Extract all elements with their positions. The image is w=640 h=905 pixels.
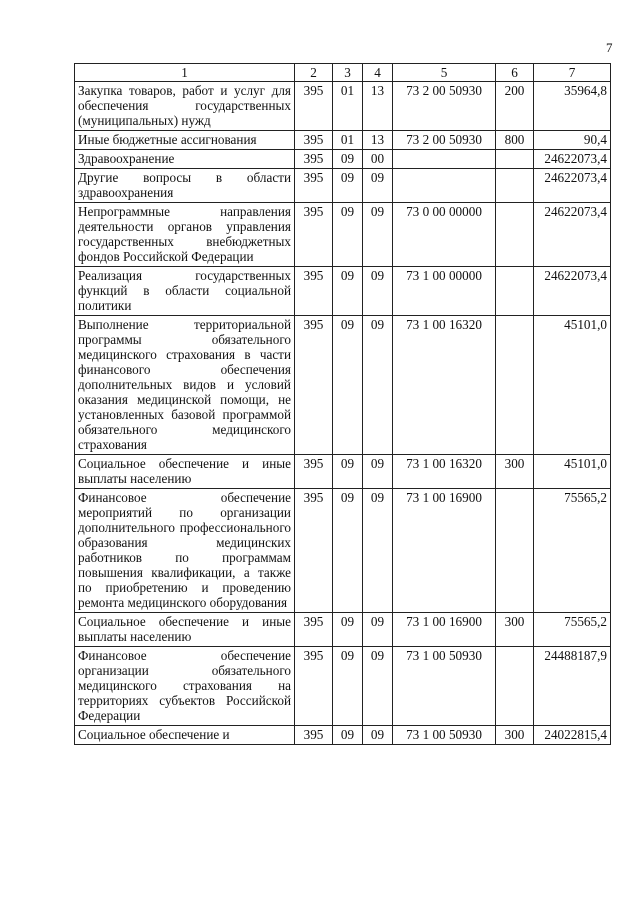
- row-col3: 01: [333, 131, 363, 150]
- row-name: Социальное обеспечение и иные выплаты населению: [75, 455, 295, 489]
- row-col7: 75565,2: [534, 489, 611, 613]
- row-col2: 395: [295, 726, 333, 745]
- row-col7: 45101,0: [534, 316, 611, 455]
- table-row: [75, 169, 611, 203]
- row-col5: 73 1 00 16320: [393, 316, 496, 455]
- row-col6: 200: [496, 82, 534, 131]
- row-col6: 300: [496, 613, 534, 647]
- row-col4: 09: [363, 316, 393, 455]
- row-col4: 00: [363, 150, 393, 169]
- row-col4: 09: [363, 489, 393, 613]
- row-col2: 395: [295, 82, 333, 131]
- row-name: Другие вопросы в области здравоохранения: [75, 169, 295, 203]
- row-col7: 90,4: [534, 131, 611, 150]
- table-row: [75, 267, 611, 316]
- table-row: [75, 647, 611, 726]
- row-col7: 24622073,4: [534, 150, 611, 169]
- row-col4: 09: [363, 203, 393, 267]
- row-col6: [496, 647, 534, 726]
- row-col2: 395: [295, 150, 333, 169]
- row-name: Социальное обеспечение и иные выплаты населению: [75, 613, 295, 647]
- row-col5: 73 1 00 16320: [393, 455, 496, 489]
- row-name: Реализация государственных функций в области социальной политики: [75, 267, 295, 316]
- table-row: [75, 455, 611, 489]
- table-row: [75, 150, 611, 169]
- row-col7: 45101,0: [534, 455, 611, 489]
- row-col3: 01: [333, 82, 363, 131]
- row-name: Закупка товаров, работ и услуг для обеспечения государственных (муниципальных) нужд: [75, 82, 295, 131]
- header-cell-5: 5: [393, 64, 496, 82]
- row-col2: 395: [295, 613, 333, 647]
- header-row: [75, 64, 611, 82]
- header-cell-7: 7: [534, 64, 611, 82]
- row-col3: 09: [333, 150, 363, 169]
- row-col6: [496, 267, 534, 316]
- budget-table: [74, 63, 611, 745]
- row-name: Финансовое обеспечение организации обязательного медицинского страхования на территориях субъектов Российской Федерации: [75, 647, 295, 726]
- row-col7: 24622073,4: [534, 203, 611, 267]
- row-name: Здравоохранение: [75, 150, 295, 169]
- row-col3: 09: [333, 316, 363, 455]
- row-col2: 395: [295, 267, 333, 316]
- row-name: Социальное обеспечение и: [75, 726, 295, 745]
- row-col4: 13: [363, 82, 393, 131]
- row-col7: 75565,2: [534, 613, 611, 647]
- row-col5: 73 2 00 50930: [393, 82, 496, 131]
- row-name: Иные бюджетные ассигнования: [75, 131, 295, 150]
- row-col4: 09: [363, 726, 393, 745]
- row-col3: 09: [333, 267, 363, 316]
- row-col4: 09: [363, 169, 393, 203]
- header-cell-3: 3: [333, 64, 363, 82]
- row-col7: 24022815,4: [534, 726, 611, 745]
- row-col7: 24488187,9: [534, 647, 611, 726]
- row-col2: 395: [295, 169, 333, 203]
- row-col6: 300: [496, 726, 534, 745]
- row-col2: 395: [295, 455, 333, 489]
- table-row: [75, 131, 611, 150]
- row-col2: 395: [295, 203, 333, 267]
- table-row: [75, 726, 611, 745]
- header-cell-4: 4: [363, 64, 393, 82]
- row-col2: 395: [295, 316, 333, 455]
- row-col5: 73 2 00 50930: [393, 131, 496, 150]
- header-cell-2: 2: [295, 64, 333, 82]
- row-col3: 09: [333, 489, 363, 613]
- row-col3: 09: [333, 203, 363, 267]
- row-col5: 73 1 00 00000: [393, 267, 496, 316]
- row-col6: [496, 316, 534, 455]
- row-col6: [496, 169, 534, 203]
- row-col4: 13: [363, 131, 393, 150]
- row-name: Непрограммные направления деятельности органов управления государственных внебюджетных фондов Российской Федерации: [75, 203, 295, 267]
- row-col3: 09: [333, 647, 363, 726]
- row-col3: 09: [333, 455, 363, 489]
- row-col4: 09: [363, 647, 393, 726]
- row-col4: 09: [363, 613, 393, 647]
- row-col3: 09: [333, 613, 363, 647]
- row-col6: [496, 203, 534, 267]
- row-col7: 35964,8: [534, 82, 611, 131]
- row-col3: 09: [333, 169, 363, 203]
- row-col6: [496, 489, 534, 613]
- row-col5: [393, 150, 496, 169]
- table-row: [75, 316, 611, 455]
- row-col5: 73 1 00 50930: [393, 647, 496, 726]
- row-col5: 73 1 00 16900: [393, 613, 496, 647]
- row-col6: 800: [496, 131, 534, 150]
- row-name: Финансовое обеспечение мероприятий по организации дополнительного профессионального образования медицинских работников по программам повышения квалификации, а также по приобретению и проведению ремонта медицинского оборудования: [75, 489, 295, 613]
- header-cell-1: 1: [75, 64, 295, 82]
- row-col7: 24622073,4: [534, 267, 611, 316]
- row-col2: 395: [295, 131, 333, 150]
- row-col2: 395: [295, 647, 333, 726]
- table-row: [75, 613, 611, 647]
- row-col6: 300: [496, 455, 534, 489]
- row-col2: 395: [295, 489, 333, 613]
- row-col5: 73 0 00 00000: [393, 203, 496, 267]
- row-col5: [393, 169, 496, 203]
- table-row: [75, 82, 611, 131]
- row-col4: 09: [363, 455, 393, 489]
- row-col3: 09: [333, 726, 363, 745]
- row-name: Выполнение территориальной программы обязательного медицинского страхования в части финансового обеспечения дополнительных видов и условий оказания медицинской помощи, не установленных базовой программой обязательного медицинского страхования: [75, 316, 295, 455]
- header-cell-6: 6: [496, 64, 534, 82]
- row-col4: 09: [363, 267, 393, 316]
- row-col5: 73 1 00 16900: [393, 489, 496, 613]
- row-col5: 73 1 00 50930: [393, 726, 496, 745]
- page-number: 7: [606, 40, 613, 55]
- row-col6: [496, 150, 534, 169]
- row-col7: 24622073,4: [534, 169, 611, 203]
- table-row: [75, 489, 611, 613]
- table-row: [75, 203, 611, 267]
